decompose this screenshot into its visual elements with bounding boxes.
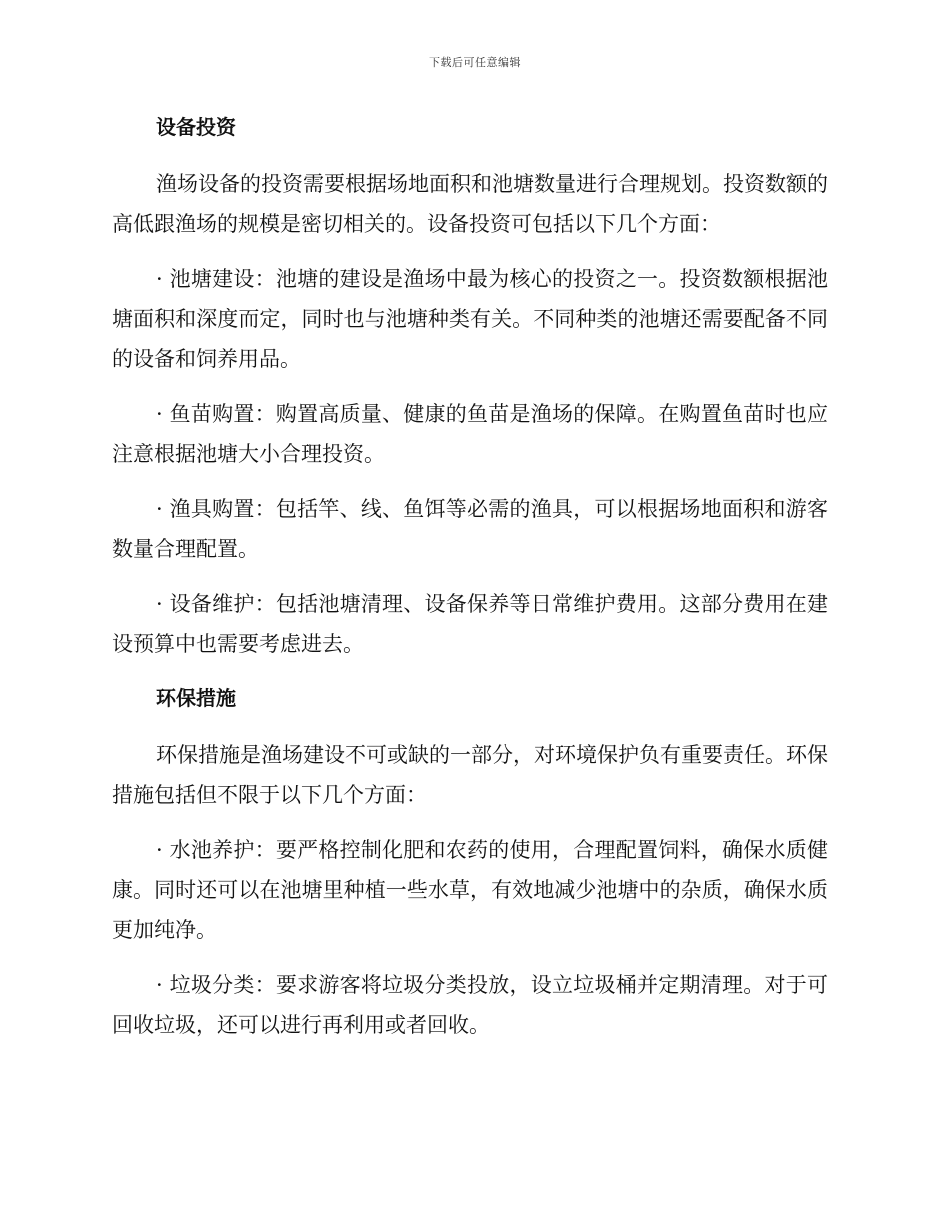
bullet-gear-purchase: · 渔具购置：包括竿、线、鱼饵等必需的渔具，可以根据场地面积和游客数量合理配置。 — [112, 497, 828, 561]
paragraph: 环保措施是渔场建设不可或缺的一部分，对环境保护负有重要责任。环保措施包括但不限于以下几个方面： — [112, 743, 828, 807]
bullet-equipment-maintenance: · 设备维护：包括池塘清理、设备保养等日常维护费用。这部分费用在建设预算中也需要考虑进去。 — [112, 592, 828, 656]
section-heading-equipment-investment: 设备投资 — [156, 115, 236, 139]
bullet-waste-sorting: · 垃圾分类：要求游客将垃圾分类投放，设立垃圾桶并定期清理。对于可回收垃圾，还可以进行再利用或者回收。 — [112, 973, 828, 1037]
bullet-pond-maintenance: · 水池养护：要严格控制化肥和农药的使用，合理配置饲料，确保水质健康。同时还可以在池塘里种植一些水草，有效地减少池塘中的杂质，确保水质更加纯净。 — [112, 838, 828, 942]
bullet-fry-purchase: · 鱼苗购置：购置高质量、健康的鱼苗是渔场的保障。在购置鱼苗时也应注意根据池塘大小合理投资。 — [112, 402, 828, 466]
document-body — [112, 108, 828, 1060]
bullet-pond-construction: · 池塘建设：池塘的建设是渔场中最为核心的投资之一。投资数额根据池塘面积和深度而定，同时也与池塘种类有关。不同种类的池塘还需要配备不同的设备和饲养用品。 — [112, 267, 828, 371]
paragraph: 渔场设备的投资需要根据场地面积和池塘数量进行合理规划。投资数额的高低跟渔场的规模是密切相关的。设备投资可包括以下几个方面： — [112, 172, 828, 236]
section-heading-environmental-measures: 环保措施 — [156, 686, 236, 710]
page-header: 下载后可任意编辑 — [429, 56, 521, 69]
